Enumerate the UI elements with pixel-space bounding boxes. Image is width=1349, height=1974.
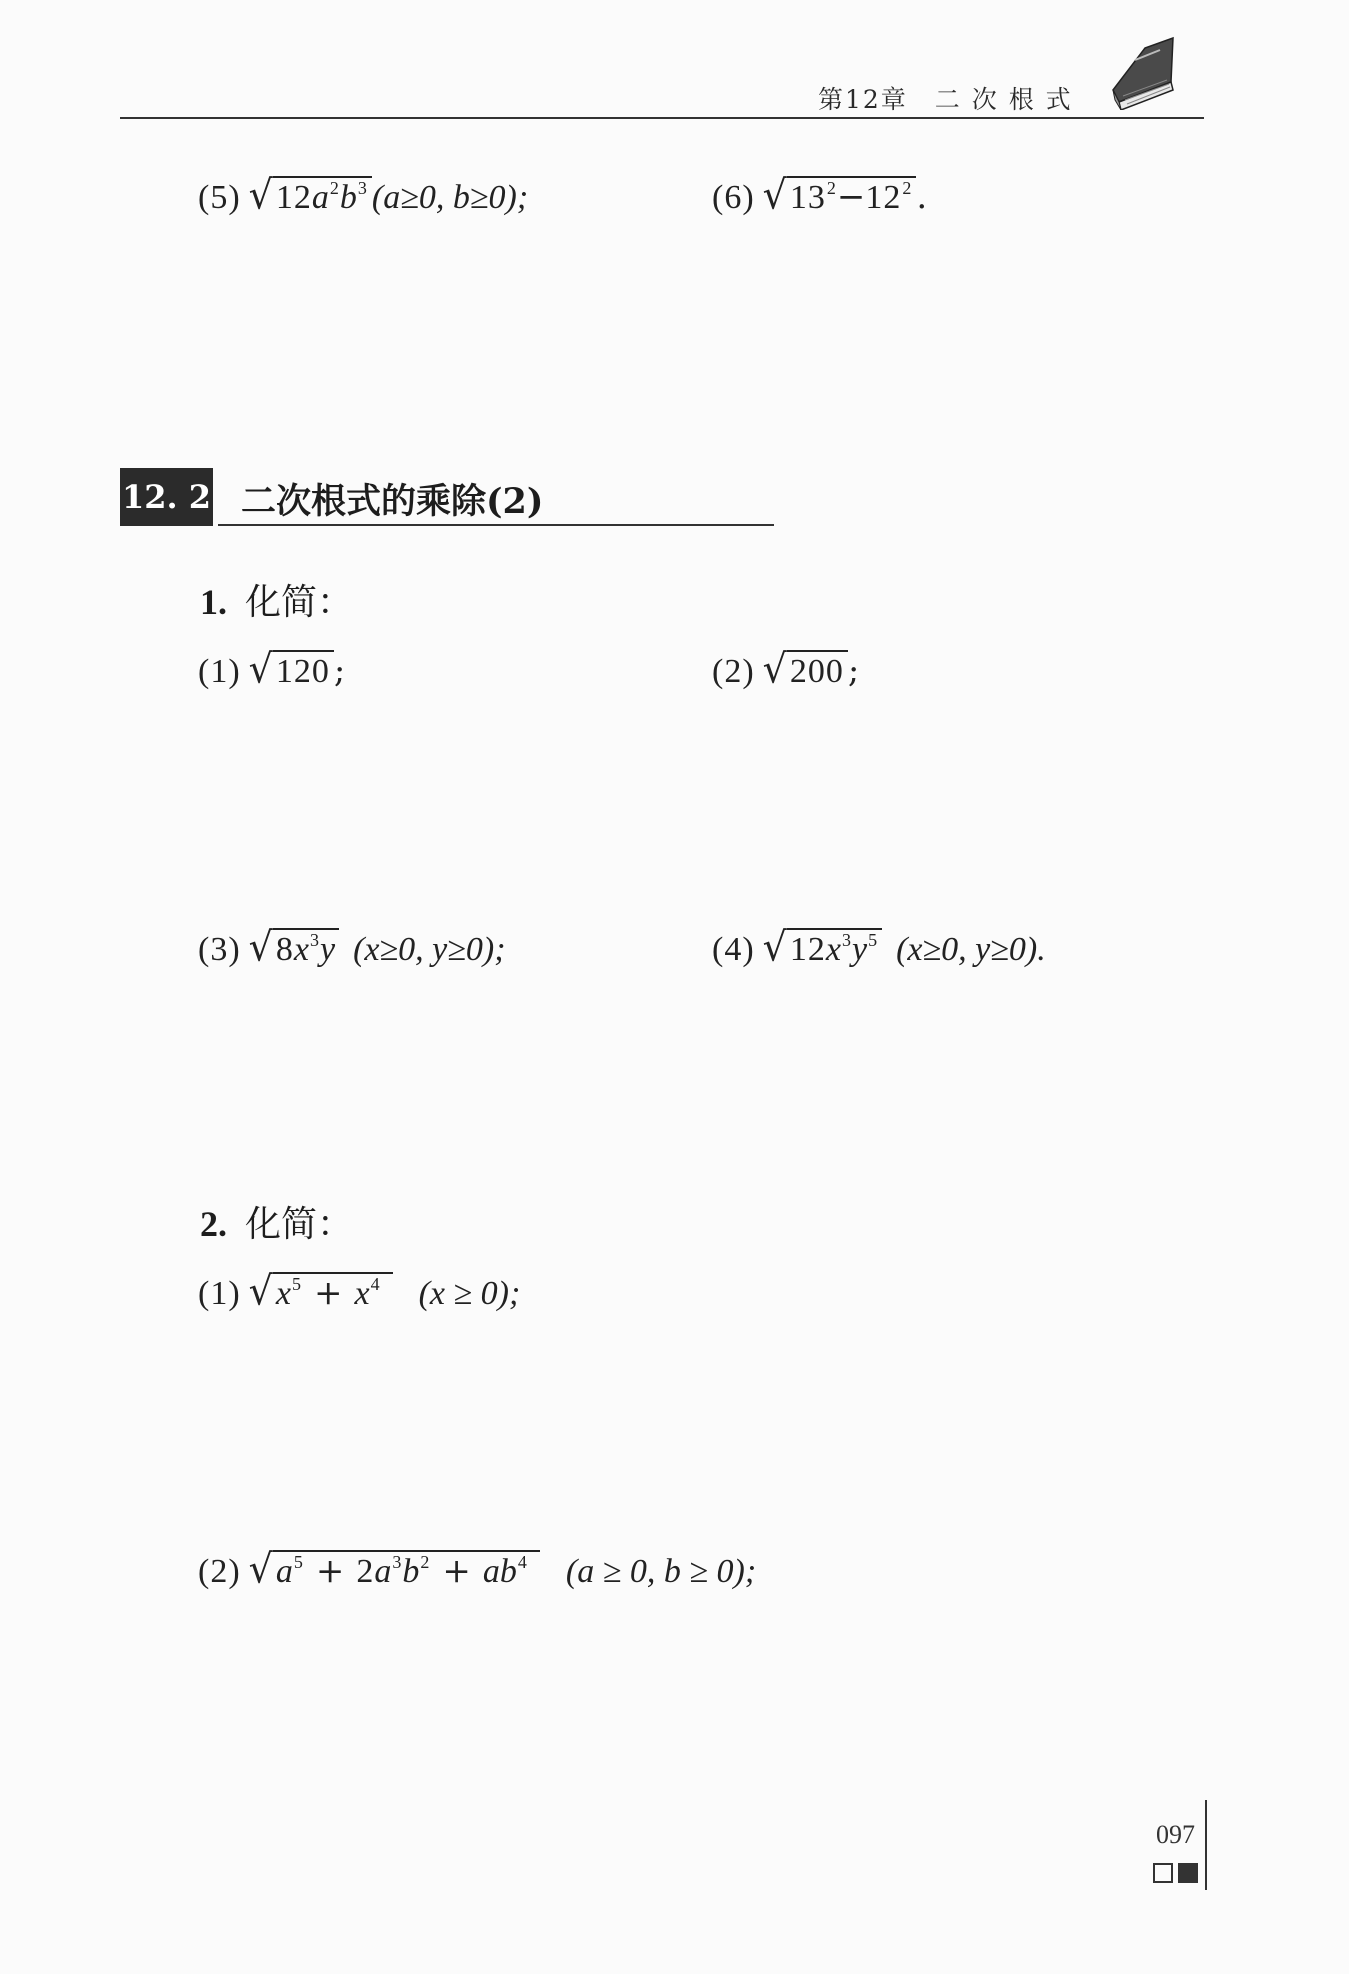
- sqrt-12x3y5: √ 12 x 3 y 5: [763, 928, 882, 969]
- sqrt-8x3y: √ 8 x 3 y: [249, 928, 339, 969]
- chapter-header: 第12章 二 次 根 式: [818, 85, 1073, 114]
- sqrt-12a2b3: √ 12 a 2 b 3: [249, 176, 372, 217]
- problem-2-heading: 2. 化简：: [200, 1204, 354, 1245]
- page-number-rule: [1205, 1800, 1207, 1890]
- page-number: 097: [1156, 1820, 1195, 1849]
- section-rule: [218, 524, 774, 526]
- p1-item-4: (4) √ 12 x 3 y 5 (x≥0, y≥0).: [712, 923, 1046, 971]
- filled-square-icon: [1178, 1863, 1198, 1883]
- book-icon: [1105, 30, 1180, 110]
- problem-1-heading: 1. 化简：: [200, 582, 354, 623]
- p1-item-1: (1) √ 120 ;: [198, 645, 346, 693]
- p1-item-2: (2) √ 200 ;: [712, 645, 860, 693]
- item-5: (5) √ 12 a 2 b 3 (a≥0, b≥0);: [198, 171, 529, 219]
- p2-item-1: (1) √ x 5 + x 4 (x ≥ 0);: [198, 1267, 521, 1315]
- header-rule: [120, 117, 1204, 119]
- p2-item-2: (2) √ a 5 + 2 a 3 b 2 + a b 4 (a ≥ 0, b ≥ 0);: [198, 1545, 757, 1593]
- sqrt-120: √ 120: [249, 650, 334, 691]
- sqrt-200: √ 200: [763, 650, 848, 691]
- sqrt-x5-plus-x4: √ x 5 + x 4: [249, 1272, 393, 1313]
- p1-item-3: (3) √ 8 x 3 y (x≥0, y≥0);: [198, 923, 506, 971]
- sqrt-a5-2a3b2-ab4: √ a 5 + 2 a 3 b 2 + a b 4: [249, 1550, 540, 1591]
- section-title: 二次根式的乘除(2): [241, 481, 544, 522]
- section-number-badge: 12. 2: [120, 468, 213, 526]
- sqrt-13-12: √ 13 2 − 12 2: [763, 176, 917, 217]
- empty-square-icon: [1153, 1863, 1173, 1883]
- item-6: (6) √ 13 2 − 12 2 .: [712, 171, 928, 219]
